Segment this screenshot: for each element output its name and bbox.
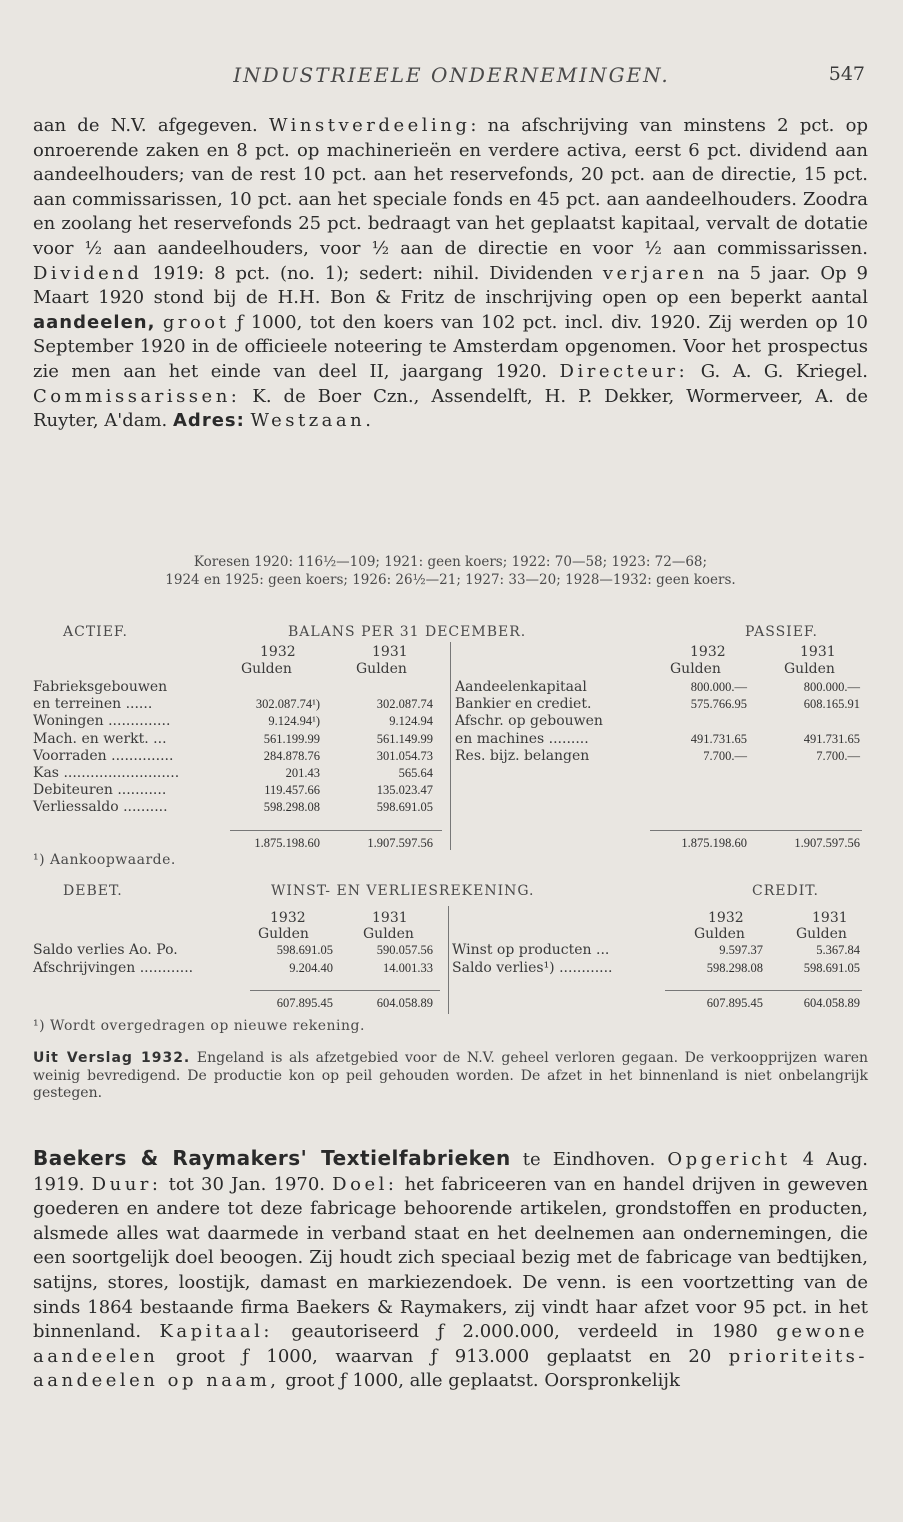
actief-row-value-1931: 301.054.73: [376, 748, 433, 763]
duur-label: Duur:: [91, 1173, 162, 1195]
groot-label: groot: [162, 311, 230, 333]
actief-heading: ACTIEF.: [63, 624, 128, 640]
opgericht-label: Opgericht: [667, 1149, 791, 1170]
actief-row-value-1932: 201.43: [285, 766, 320, 780]
credit-row-value-1931: 5.367.84: [816, 943, 860, 957]
actief-row-label: Kas ..........................: [33, 765, 180, 781]
actief-total-1932: 1.875.198.60: [254, 836, 320, 850]
debet-row-value-1931: 14.001.33: [383, 960, 433, 975]
debet-total-1931: 604.058.89: [376, 996, 433, 1010]
actief-row-value-1931: 565.64: [398, 766, 433, 780]
passief-row-value-1932: 7.700.—: [703, 748, 747, 763]
debet-row-label: Saldo verlies Ao. Po.: [33, 942, 178, 958]
credit-row-label: Saldo verlies¹) ............: [452, 959, 613, 976]
passief-total-1931: 1.907.597.56: [794, 836, 860, 850]
passief-row-value-1931: 800.000.—: [803, 680, 860, 694]
actief-row-value-1932: 561.199.99: [263, 731, 320, 746]
actief-row-value-1932: 119.457.66: [264, 783, 320, 798]
kapitaal-label: Kapitaal:: [159, 1321, 273, 1343]
credit-row-value-1932: 598.298.08: [706, 960, 763, 975]
balans-footnote: ¹) Aankoopwaarde.: [33, 852, 176, 868]
actief-row-value-1931: 135.023.47: [376, 783, 433, 798]
actief-row-label: Mach. en werkt. ...: [33, 730, 167, 747]
actief-row-value-1931: 598.691.05: [376, 800, 433, 815]
passief-heading: PASSIEF.: [745, 624, 818, 640]
passief-row-label: Res. bijz. belangen: [455, 747, 590, 764]
company-paragraph: Baekers & Raymakers' Textielfabrieken te Eindhoven. Opgericht 4 Aug. 1919. Duur: tot 30 Jan. 1970. Doel: het fabriceeren van en handel drijven in geweven goederen en andere tot deze fabricage behoorende artikelen, grondstoffen en producten, alsmede alles wat daarmede in verband staat en het deelnemen aan ondernemingen, die een soortgelijk doel beoogen. Zij houdt zich speciaal bezig met de fabricage van bedtijken, satijns, stores, loostijk, damast en markiezendoek. De venn. is een voortzetting van de sinds 1864 bestaande firma Baekers & Raymakers, zij vindt haar afzet voor 95 pct. in het binnenland. Kapitaal: geautoriseerd ƒ 2.000.000, verdeeld in 1980 gewone aandeelen groot ƒ 1000, waarvan ƒ 913.000 geplaatst en 20 prioriteits-aandeelen op naam, groot ƒ 1000, alle geplaatst. Oorspronkelijk: [33, 1146, 868, 1392]
actief-row-label: Voorraden ..............: [33, 747, 174, 764]
actief-total-1931: 1.907.597.56: [367, 836, 433, 850]
passief-row-value-1932: 575.766.95: [690, 697, 747, 712]
credit-row-value-1932: 9.597.37: [719, 943, 763, 957]
debet-total-1932: 607.895.45: [276, 996, 333, 1010]
actief-row-label: en terreinen ......: [33, 696, 153, 713]
koersen-block: Koresen 1920: 116½—109; 1921: geen koers; 1922: 70—58; 1923: 72—68; 1924 en 1925: geen koers; 1926: 26½—21; 1927: 33—20; 1928—1932: geen koers.: [165, 554, 736, 588]
commissarissen-label: Commissarissen:: [33, 385, 241, 407]
balans-divider: [450, 642, 451, 850]
credit-total-1932: 607.895.45: [706, 996, 763, 1010]
gewone-label: gewone aandeelen: [33, 1321, 868, 1367]
prioriteits-label: prioriteits-aandeelen op naam,: [33, 1345, 868, 1392]
credit-heading: CREDIT.: [752, 883, 819, 899]
passief-row-value-1931: 7.700.—: [816, 748, 860, 763]
passief-total-1932: 1.875.198.60: [681, 836, 747, 850]
document-page: INDUSTRIEELE ONDERNEMINGEN. 547 aan de N.V. afgegeven. Winstverdeeling: na afschrijving van minstens 2 pct. op onroerende zaken en 8 pct. op machinerieën en verdere activa, eerst 6 pct. dividend aan aandeelhouders; van de rest 10 pct. aan het reservefonds, 20 pct. aan de directie, 15 pct. aan commissarissen, 10 pct. aan het speciale fonds en 45 pct. aan aandeelhouders. Zoodra en zoolang het reservefonds 25 pct. bedraagt van het geplaatst kapitaal, vervalt de dotatie voor ½ aan aandeelhouders, voor ½ aan de directie en voor ½ aan commissarissen. Dividend 1919: 8 pct. (no. 1); sedert: nihil. Dividenden verjaren na 5 jaar. Op 9 Maart 1920 stond bij de H.H. Bon & Fritz de inschrijving open op een beperkt aantal aandeelen, groot ƒ 1000, tot den koers van 102 pct. incl. div. 1920. Zij werden op 10 September 1920 in de officieele noteering te Amsterdam opgenomen. Voor het prospectus zie men aan het einde van deel II, jaargang 1920. Directeur: G. A. G. Kriegel. Commissarissen: K. de Boer Czn., Assendelft, H. P. Dekker, Wormerveer, A. de Ruyter, A'dam. Adres: Westzaan. Koresen 1920: 116½—109; 1921: geen koers; 1922: 70—58; 1923: 72—68; 1924 en 1925: geen koers; 1926: 26½—21; 1927: 33—20; 1928—1932: geen koers. ACTIEF. BALANS PER 31 DECEMBER. PASSIEF. 1932 1931 Gulden Gulden 1932 1931 Gulden Gulden Fabrieksgebouwen en terreinen ...... 302.087.74¹) 302.087.74 Woningen .............. 9.124.94¹) 9.124.94 Mach. en werkt. ... 561.199.99 561.149.99 Voorraden .............. 284.878.76 301.054.73 Kas .......................... 201.43 565.64 Debiteuren ........... 119.457.66 135.023.47 Verliessaldo .......... 598.298.08 598.691.05 Aandeelenkapitaal 800.000.— 800.000.— Bankier en crediet. 575.766.95 608.165.91 Afschr. op gebouwen en machines ......... 491.731.65 491.731.65 Res. bijz. belangen 7.700.— 7.700.— 1.875.198.60 1.907.597.56 1.875.198.60 1.907.597.56 ¹) Aankoopwaarde. DEBET. WINST- EN VERLIESREKENING. CREDIT. 1932 1931 Gulden Gulden 1932 1931 Gulden Gulden Saldo verlies Ao. Po. 598.691.05 590.057.56 Afschrijvingen ............ 9.204.40 14.001.33 Winst op producten ... 9.597.37 5.367.84 Saldo verlies¹) ............ 598.298.08 598.691.05 607.895.45 604.058.89 607.895.45 604.058.89 ¹) Wordt overgedragen op nieuwe rekening. Uit Verslag 1932. Engeland is als afzetgebied voor de N.V. geheel verloren gegaan. De verkoopprijzen waren weinig bevredigend. De productie kon op peil gehouden worden. De afzet in het binnenland is niet onbelangrijk gestegen. Baekers & Raymakers' Textielfabrieken te Eindhoven. Opgericht 4 Aug. 1919. Duur: tot 30 Jan. 1970. Doel: het fabriceeren van en handel drijven in geweven goederen en andere tot deze fabricage behoorende artikelen, grondstoffen en producten, alsmede alles wat daarmede in verband staat en het deelnemen aan ondernemingen, die een soortgelijk doel beoogen. Zij houdt zich speciaal bezig met de fabricage van bedtijken, satijns, stores, loostijk, damast en markiezendoek. De venn. is een voortzetting van de sinds 1864 bestaande firma Baekers & Raymakers, zij vindt haar afzet voor 95 pct. in het binnenland. Kapitaal: geautoriseerd ƒ 2.000.000, verdeeld in 1980 gewone aandeelen groot ƒ 1000, waarvan ƒ 913.000 geplaatst en 20 prioriteits-aandeelen op naam, groot ƒ 1000, alle geplaatst. Oorspronkelijk: [0, 0, 903, 1522]
actief-row-value-1932: 9.124.94¹): [268, 714, 320, 729]
passief-row-value-1931: 608.165.91: [803, 697, 860, 712]
actief-row-value-1931: 302.087.74: [376, 697, 433, 712]
passief-row-value-1931: 491.731.65: [803, 731, 860, 746]
passief-row-value-1932: 800.000.—: [690, 680, 747, 694]
dividend-label: Dividend: [33, 262, 143, 284]
actief-row-label: Woningen ..............: [33, 713, 171, 730]
doel-label: Doel:: [332, 1173, 398, 1195]
debet-row-value-1932: 9.204.40: [289, 960, 333, 975]
balans-heading: BALANS PER 31 DECEMBER.: [288, 624, 527, 640]
winstverdeeling-label: Winstverdeeling: [268, 115, 471, 136]
winst-heading: WINST- EN VERLIESREKENING.: [271, 883, 535, 899]
actief-row-value-1932: 284.878.76: [263, 748, 320, 763]
actief-row-label: Verliessaldo ..........: [33, 799, 168, 816]
credit-row-label: Winst op producten ...: [452, 942, 610, 958]
credit-total-1931: 604.058.89: [803, 996, 860, 1010]
passief-row-value-1932: 491.731.65: [690, 731, 747, 746]
verjaren-label: verjaren: [602, 262, 708, 284]
page-number: 547: [828, 63, 865, 85]
actief-row-value-1931: 9.124.94: [389, 714, 433, 729]
debet-row-value-1932: 598.691.05: [276, 943, 333, 957]
credit-row-value-1931: 598.691.05: [803, 960, 860, 975]
winst-footnote: ¹) Wordt overgedragen op nieuwe rekening.: [33, 1018, 365, 1034]
adres-value: Westzaan.: [250, 410, 375, 432]
actief-row-label: Debiteuren ...........: [33, 782, 167, 799]
actief-row-value-1931: 561.149.99: [376, 731, 433, 746]
company-name: Baekers & Raymakers' Textielfabrieken: [33, 1146, 511, 1170]
adres-label: Adres:: [173, 410, 245, 432]
debet-row-value-1931: 590.057.56: [376, 943, 433, 957]
aandeelen-label: aandeelen,: [33, 311, 156, 333]
actief-row-value-1932: 598.298.08: [263, 800, 320, 815]
running-header: INDUSTRIEELE ONDERNEMINGEN.: [233, 63, 670, 87]
debet-heading: DEBET.: [63, 883, 123, 899]
actief-row-value-1932: 302.087.74¹): [255, 697, 320, 712]
actief-row-label: Fabrieksgebouwen: [33, 679, 168, 695]
verslag-label: Uit Verslag 1932.: [33, 1050, 191, 1066]
directeur-label: Directeur:: [559, 360, 689, 382]
passief-row-label: Afschr. op gebouwen: [455, 713, 603, 730]
passief-row-label: en machines .........: [455, 730, 589, 747]
passief-row-label: Bankier en crediet.: [455, 696, 592, 713]
debet-row-label: Afschrijvingen ............: [33, 959, 194, 976]
winst-divider: [448, 906, 449, 1014]
passief-row-label: Aandeelenkapitaal: [455, 679, 587, 695]
verslag-paragraph: Uit Verslag 1932. Engeland is als afzetgebied voor de N.V. geheel verloren gegaan. De verkoopprijzen waren weinig bevredigend. De productie kon op peil gehouden worden. De afzet in het binnenland is niet onbelangrijk gestegen.: [33, 1050, 869, 1101]
winstverdeeling-paragraph: aan de N.V. afgegeven. Winstverdeeling: na afschrijving van minstens 2 pct. op onroerende zaken en 8 pct. op machinerieën en verdere activa, eerst 6 pct. dividend aan aandeelhouders; van de rest 10 pct. aan het reservefonds, 20 pct. aan de directie, 15 pct. aan commissarissen, 10 pct. aan het speciale fonds en 45 pct. aan aandeelhouders. Zoodra en zoolang het reservefonds 25 pct. bedraagt van het geplaatst kapitaal, vervalt de dotatie voor ½ aan aandeelhouders, voor ½ aan de directie en voor ½ aan commissarissen. Dividend 1919: 8 pct. (no. 1); sedert: nihil. Dividenden verjaren na 5 jaar. Op 9 Maart 1920 stond bij de H.H. Bon & Fritz de inschrijving open op een beperkt aantal aandeelen, groot ƒ 1000, tot den koers van 102 pct. incl. div. 1920. Zij werden op 10 September 1920 in de officieele noteering te Amsterdam opgenomen. Voor het prospectus zie men aan het einde van deel II, jaargang 1920. Directeur: G. A. G. Kriegel. Commissarissen: K. de Boer Czn., Assendelft, H. P. Dekker, Wormerveer, A. de Ruyter, A'dam. Adres: Westzaan.: [33, 115, 868, 432]
